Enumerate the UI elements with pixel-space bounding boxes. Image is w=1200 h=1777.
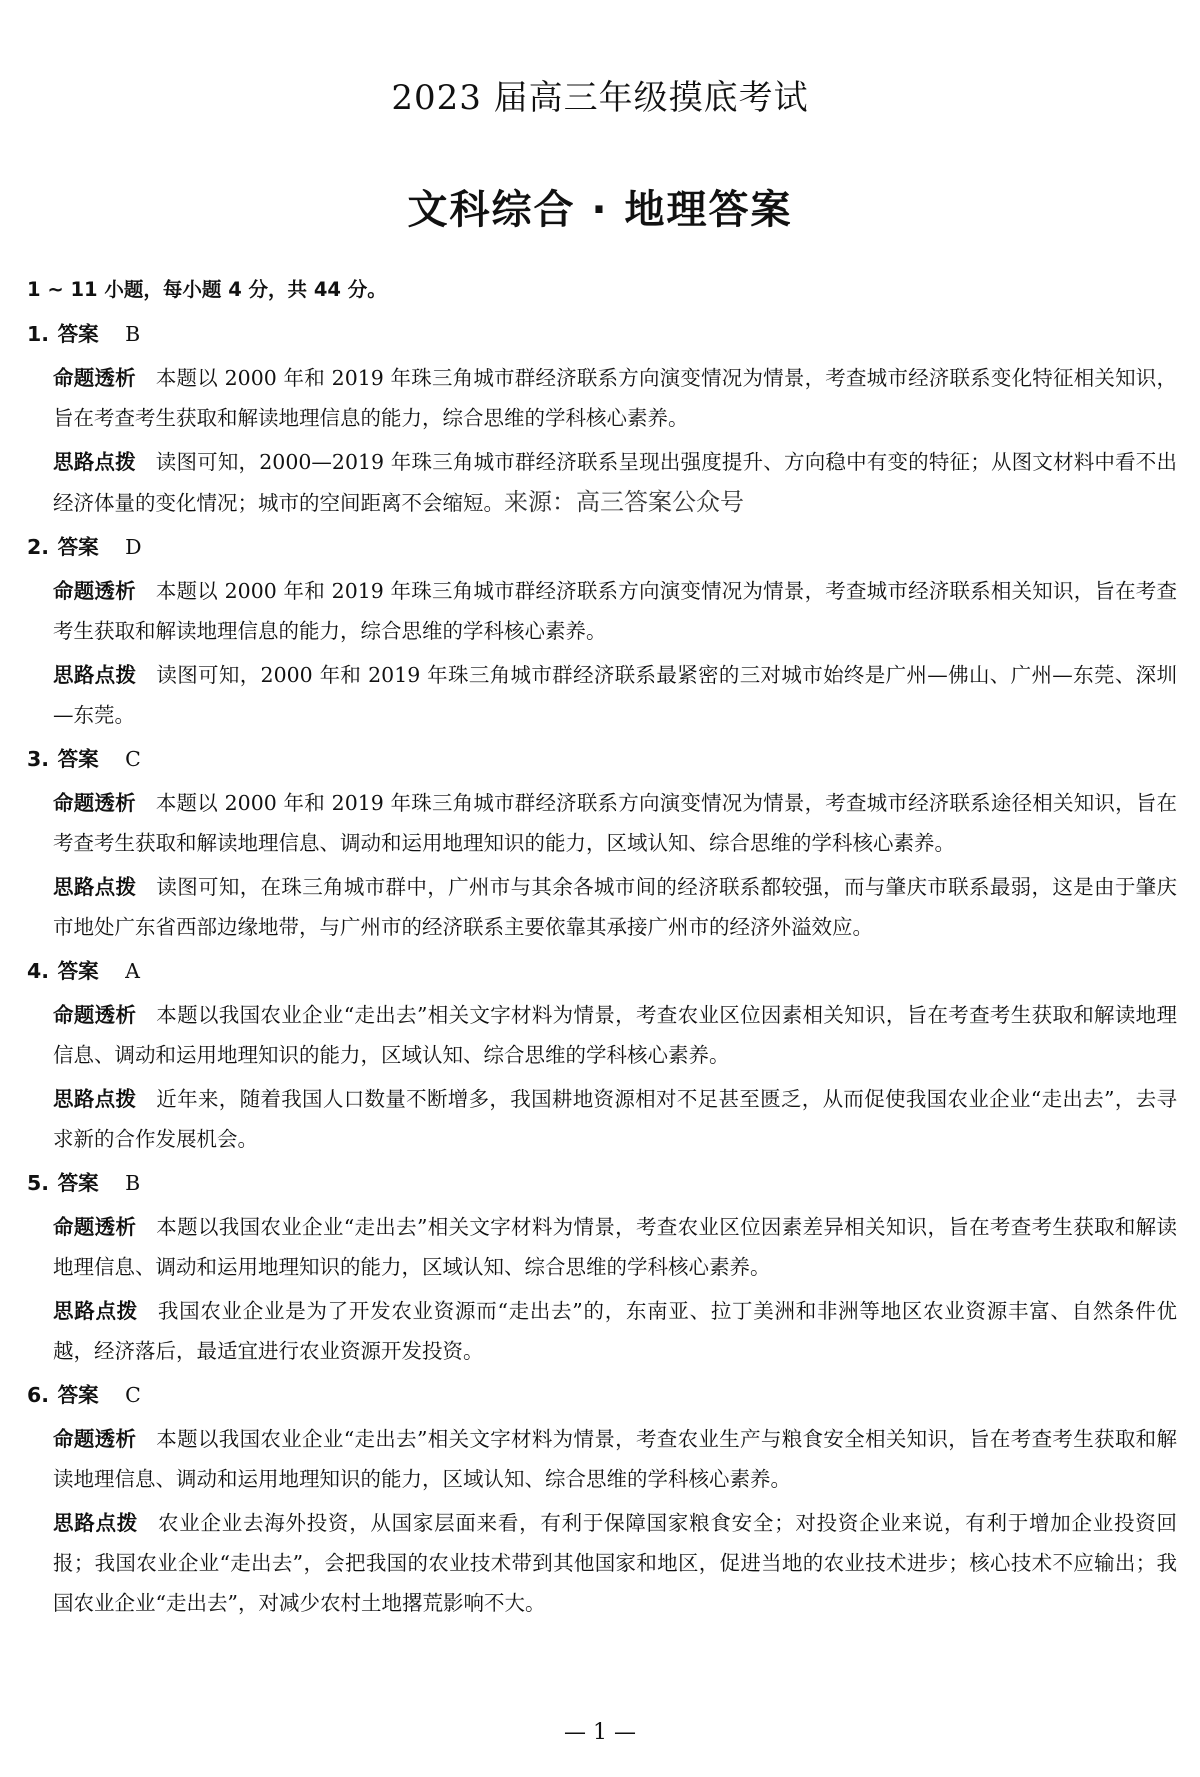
analysis-paragraph: [27, 571, 1177, 651]
answer-label: 答案: [57, 959, 99, 983]
answer-line: [27, 951, 1177, 991]
analysis-label: 命题透析: [53, 1003, 137, 1027]
question-number: 5.: [27, 1171, 50, 1195]
answer-line: [27, 1375, 1177, 1415]
answer-content: [27, 270, 1177, 1627]
answer-label: 答案: [57, 747, 99, 771]
analysis-paragraph: [27, 783, 1177, 863]
solution-paragraph: [27, 442, 1177, 523]
answer-value: D: [125, 535, 142, 559]
analysis-label: 命题透析: [53, 1427, 137, 1451]
analysis-label: 命题透析: [53, 1215, 137, 1239]
analysis-paragraph: [27, 995, 1177, 1075]
solution-label: 思路点拨: [53, 1511, 138, 1535]
solution-paragraph: [27, 655, 1177, 735]
analysis-paragraph: [27, 1207, 1177, 1287]
solution-label: 思路点拨: [53, 1087, 137, 1111]
answer-line: [27, 1163, 1177, 1203]
solution-paragraph: [27, 1291, 1177, 1371]
analysis-paragraph: [27, 1419, 1177, 1499]
answer-label: 答案: [57, 1383, 99, 1407]
solution-text: 我国农业企业是为了开发农业资源而“走出去”的，东南亚、拉丁美洲和非洲等地区农业资源丰富、自然条件优越，经济落后，最适宜进行农业资源开发投资。: [53, 1299, 1177, 1363]
answer-value: B: [125, 1171, 141, 1195]
question-number: 6.: [27, 1383, 50, 1407]
solution-paragraph: [27, 1079, 1177, 1159]
solution-label: 思路点拨: [53, 875, 137, 899]
question-2: [27, 527, 1177, 735]
answer-line: [27, 314, 1177, 354]
solution-text: 读图可知，2000 年和 2019 年珠三角城市群经济联系最紧密的三对城市始终是广州—佛山、广州—东莞、深圳—东莞。: [53, 663, 1178, 727]
exam-title: 2023 届高三年级摸底考试: [391, 78, 809, 118]
question-number: 2.: [27, 535, 50, 559]
solution-paragraph: [27, 1503, 1177, 1623]
answer-value: C: [125, 1383, 141, 1407]
source-watermark-text: 来源：高三答案公众号: [504, 488, 744, 516]
solution-text: 农业企业去海外投资，从国家层面来看，有利于保障国家粮食安全；对投资企业来说，有利于增加企业投资回报；我国农业企业“走出去”，会把我国的农业技术带到其他国家和地区，促进当地的农业技术进步；核心技术不应输出；我国农业企业“走出去”，对减少农村土地撂荒影响不大。: [53, 1511, 1178, 1615]
answer-label: 答案: [57, 322, 99, 346]
answer-value: B: [125, 322, 141, 346]
analysis-text: 本题以我国农业企业“走出去”相关文字材料为情景，考查农业区位因素差异相关知识，旨在考查考生获取和解读地理信息、调动和运用地理知识的能力，区域认知、综合思维的学科核心素养。: [53, 1215, 1178, 1279]
analysis-text: 本题以我国农业企业“走出去”相关文字材料为情景，考查农业生产与粮食安全相关知识，旨在考查考生获取和解读地理信息、调动和运用地理知识的能力，区域认知、综合思维的学科核心素养。: [53, 1427, 1178, 1491]
answer-line: [27, 527, 1177, 567]
question-number: 3.: [27, 747, 50, 771]
question-4: [27, 951, 1177, 1159]
answer-value: A: [125, 959, 140, 983]
solution-text: 读图可知，2000—2019 年珠三角城市群经济联系呈现出强度提升、方向稳中有变的特征；从图文材料中看不出经济体量的变化情况；城市的空间距离不会缩短。: [53, 450, 1177, 515]
solution-text: 近年来，随着我国人口数量不断增多，我国耕地资源相对不足甚至匮乏，从而促使我国农业企业“走出去”，去寻求新的合作发展机会。: [53, 1087, 1178, 1151]
solution-paragraph: [27, 867, 1177, 947]
analysis-text: 本题以 2000 年和 2019 年珠三角城市群经济联系方向演变情况为情景，考查城市经济联系相关知识，旨在考查考生获取和解读地理信息的能力，综合思维的学科核心素养。: [53, 579, 1178, 643]
exam-subtitle: 文科综合 · 地理答案: [407, 187, 793, 233]
solution-label: 思路点拨: [53, 1299, 138, 1323]
analysis-label: 命题透析: [53, 579, 136, 603]
question-number: 1.: [27, 322, 50, 346]
solution-label: 思路点拨: [53, 450, 136, 474]
analysis-label: 命题透析: [53, 791, 136, 815]
answer-value: C: [125, 747, 141, 771]
question-6: [27, 1375, 1177, 1623]
question-3: [27, 739, 1177, 947]
answer-label: 答案: [57, 535, 99, 559]
page-number: — 1 —: [564, 1720, 636, 1745]
solution-text: 读图可知，在珠三角城市群中，广州市与其余各城市间的经济联系都较强，而与肇庆市联系最弱，这是由于肇庆市地处广东省西部边缘地带，与广州市的经济联系主要依靠其承接广州市的经济外溢效应。: [53, 875, 1178, 939]
answer-line: [27, 739, 1177, 779]
question-1: [27, 314, 1177, 523]
solution-label: 思路点拨: [53, 663, 137, 687]
analysis-paragraph: [27, 358, 1177, 438]
analysis-label: 命题透析: [53, 366, 136, 390]
question-5: [27, 1163, 1177, 1371]
analysis-text: 本题以我国农业企业“走出去”相关文字材料为情景，考查农业区位因素相关知识，旨在考查考生获取和解读地理信息、调动和运用地理知识的能力，区域认知、综合思维的学科核心素养。: [53, 1003, 1178, 1067]
analysis-text: 本题以 2000 年和 2019 年珠三角城市群经济联系方向演变情况为情景，考查城市经济联系变化特征相关知识，旨在考查考生获取和解读地理信息的能力，综合思维的学科核心素养。: [53, 366, 1178, 430]
section-intro: 1 ~ 11 小题，每小题 4 分，共 44 分。: [27, 278, 387, 301]
answer-label: 答案: [57, 1171, 99, 1195]
analysis-text: 本题以 2000 年和 2019 年珠三角城市群经济联系方向演变情况为情景，考查城市经济联系途径相关知识，旨在考查考生获取和解读地理信息、调动和运用地理知识的能力，区域认知、综合思维的学科核心素养。: [53, 791, 1178, 855]
question-number: 4.: [27, 959, 50, 983]
